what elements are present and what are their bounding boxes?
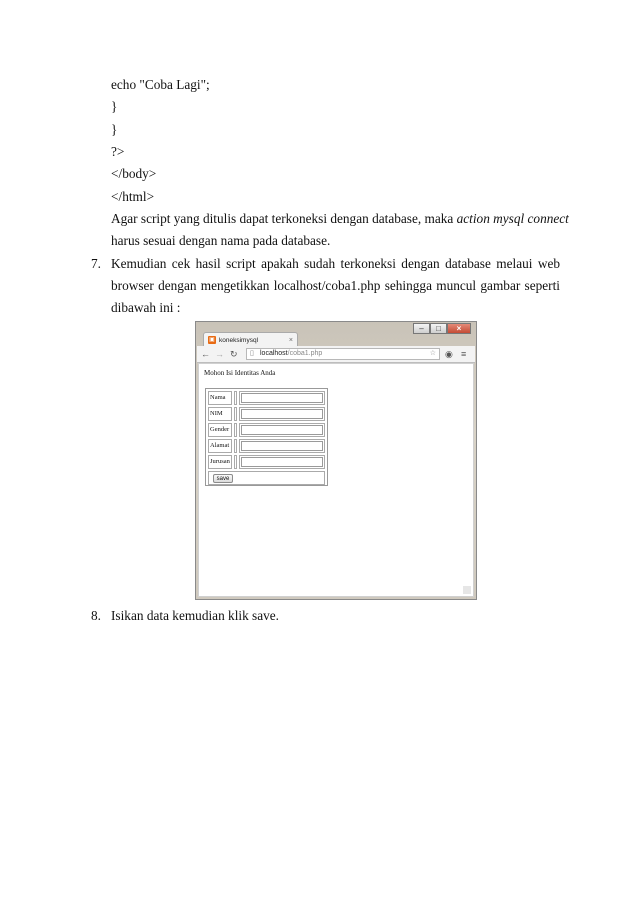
gender-input[interactable] <box>239 423 325 437</box>
forward-arrow-icon[interactable]: → <box>215 349 224 359</box>
identity-form <box>205 388 328 486</box>
paragraph-line-1 <box>111 211 569 227</box>
nama-input[interactable] <box>239 391 325 405</box>
item7-line-3: dibawah ini : <box>111 300 181 315</box>
list-number-7: 7. <box>91 256 101 271</box>
code-line-echo: echo "Coba Lagi"; <box>111 77 210 92</box>
tab-close-icon[interactable]: × <box>288 337 293 344</box>
page-favicon-icon: ▣ <box>209 337 215 343</box>
close-icon[interactable]: × <box>447 323 471 334</box>
page-viewport <box>198 363 474 597</box>
paragraph-italic-term: action mysql connect <box>456 211 569 226</box>
page-icon: ▯ <box>250 350 254 357</box>
code-line-brace-1: } <box>111 99 118 114</box>
item7-line-2: browser dengan mengetikkan localhost/coba1.php sehingga muncul gambar seperti <box>111 278 560 293</box>
item8-text: Isikan data kemudian klik save. <box>111 608 280 623</box>
extension-eye-icon[interactable]: ◉ <box>445 349 453 359</box>
item7-line-1: Kemudian cek hasil script apakah sudah terkoneksi dengan database melaui web <box>111 256 560 271</box>
nim-input[interactable] <box>239 407 325 421</box>
field-separator <box>234 407 237 421</box>
minimize-icon[interactable]: – <box>413 323 430 334</box>
field-separator <box>234 391 237 405</box>
browser-tab[interactable] <box>203 332 298 347</box>
paragraph-text: Agar script yang ditulis dapat terkoneksi dengan database, maka <box>111 211 457 226</box>
maximize-icon[interactable]: □ <box>430 323 447 334</box>
bookmark-star-icon[interactable]: ☆ <box>429 350 436 357</box>
code-line-body-close: </body> <box>111 166 157 181</box>
field-label-alamat: Alamat <box>208 439 232 453</box>
field-label-nim: NIM <box>208 407 232 421</box>
back-arrow-icon[interactable]: ← <box>201 349 210 359</box>
reload-icon[interactable]: ↻ <box>230 349 238 359</box>
window-controls <box>413 323 471 334</box>
save-cell <box>208 471 325 485</box>
code-line-html-close: </html> <box>111 189 155 204</box>
save-button[interactable]: save <box>213 474 233 483</box>
field-label-gender: Gender <box>208 423 232 437</box>
field-separator <box>234 423 237 437</box>
resize-grip-icon[interactable] <box>463 586 471 594</box>
tab-title: koneksimysql <box>219 337 259 344</box>
address-url: localhost/coba1.php <box>260 350 323 357</box>
browser-screenshot <box>195 321 477 600</box>
code-line-php-close: ?> <box>111 144 125 159</box>
field-label-jurusan: Jurusan <box>208 455 232 469</box>
alamat-input[interactable] <box>239 439 325 453</box>
list-number-8: 8. <box>91 608 101 623</box>
paragraph-line-2: harus sesuai dengan nama pada database. <box>111 233 331 248</box>
address-bar[interactable] <box>246 348 440 360</box>
field-separator <box>234 455 237 469</box>
field-separator <box>234 439 237 453</box>
menu-icon[interactable]: ≡ <box>461 349 467 359</box>
field-label-nama: Nama <box>208 391 232 405</box>
jurusan-input[interactable] <box>239 455 325 469</box>
page-heading: Mohon Isi Identitas Anda <box>204 369 276 377</box>
code-line-brace-2: } <box>111 122 118 137</box>
browser-toolbar <box>197 346 475 363</box>
